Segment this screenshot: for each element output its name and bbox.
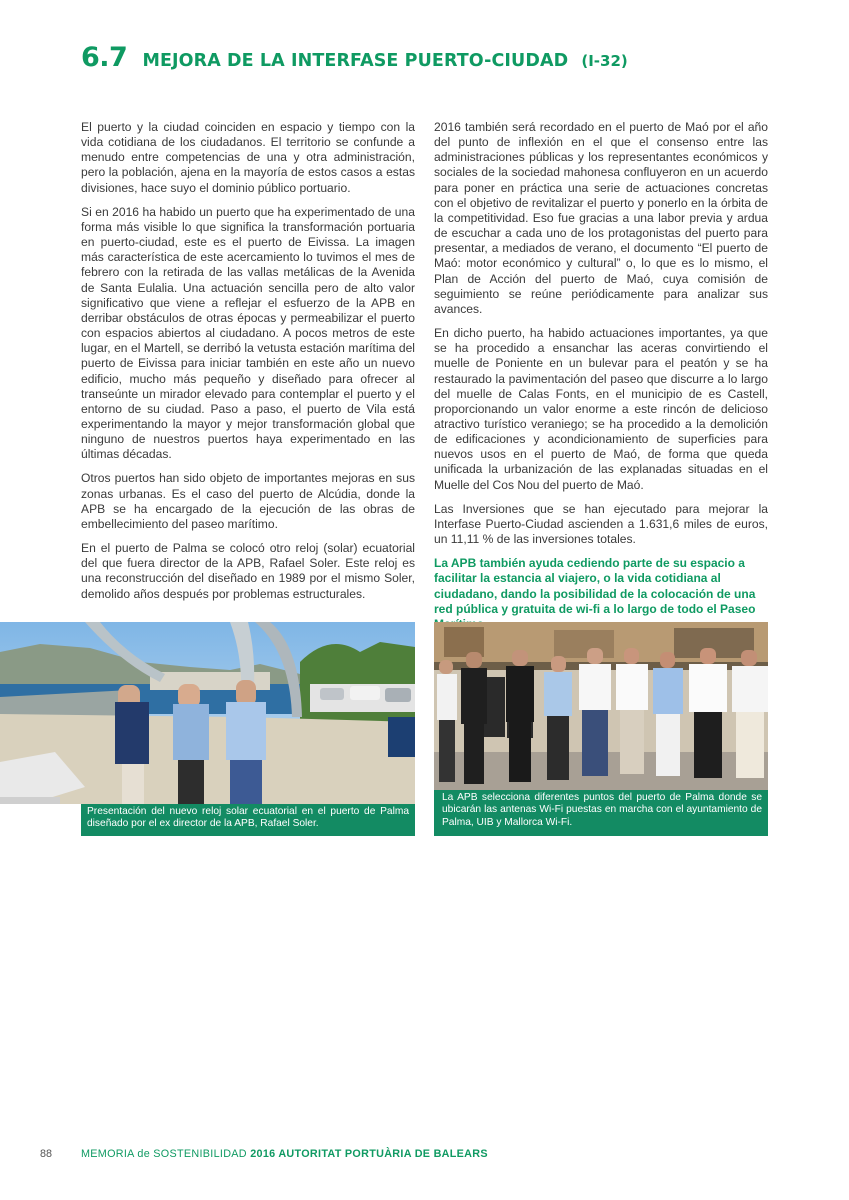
left-text-column: [81, 120, 415, 611]
document-title-prefix: MEMORIA de SOSTENIBILIDAD: [81, 1148, 247, 1160]
section-code: (I-32): [581, 52, 628, 70]
sundial-photo-illustration: [0, 622, 415, 804]
sundial-photo: [0, 622, 415, 804]
wifi-group-photo-illustration: [434, 622, 768, 790]
right-text-column: [434, 120, 768, 641]
paragraph: El puerto y la ciudad coinciden en espacio y tiempo con la vida cotidiana de los ciudadanos. El territorio se confunde a menudo entre competencias de una y otra administración, pero la población, ajena en la mayoría de estos casos a estas divisiones, hace suyo el dominio público portuario.: [81, 120, 415, 195]
document-title: [81, 1148, 488, 1160]
section-title: [81, 36, 628, 74]
paragraph: Si en 2016 ha habido un puerto que ha experimentado de una forma más visible lo que significa la transformación portuaria en puerto-ciudad, este es el puerto de Eivissa. La imagen más característica de este acercamiento lo tuvimos el mes de febrero con la retirada de las vallas metálicas de la Avenida de Santa Eulalia. Una actuación sencilla pero de alto valor significativo que viene a reflejar el esfuerzo de la APB en derribar obstáculos de otras épocas y permeabilizar el puerto con espacios abiertos al ciudadano. A pocos metros de este lugar, en el Martell, se derribó la vetusta estación marítima del puerto de Eivissa para iniciar también en este año un nuevo edificio, mucho más pequeño y diseñado para ofrecer al transeúnte un mirador elevado para contemplar el puerto y el entorno de su ciudad. Paso a paso, el puerto de Vila está experimentando la mayor y mejor transformación global que ninguno de nuestros puertos haya experimentado en las últimas décadas.: [81, 204, 415, 462]
highlight-paragraph: La APB también ayuda cediendo parte de su espacio a facilitar la estancia al viajero, o la vida cotidiana al ciudadano, dando la posibilidad de la colocación de una red pública y gratuita de wi-fi a lo largo de todo el Paseo: [434, 556, 756, 616]
wifi-group-photo: [434, 622, 768, 790]
paragraph: Las Inversiones que se han ejecutado para mejorar la Interfase Puerto-Ciudad ascienden a 1.631,6 miles de euros, un 11,11 % de las inversiones totales.: [434, 501, 768, 547]
wifi-group-photo-caption: La APB selecciona diferentes puntos del puerto de Palma donde se ubicarán las antenas Wi-Fi puestas en marcha con el ayuntamiento de Palma, UIB y Mallorca Wi-Fi.: [434, 790, 768, 836]
paragraph: En dicho puerto, ha habido actuaciones importantes, ya que se ha procedido a ensanchar las aceras convirtiendo el muelle de Poniente en un bulevar para el peatón y se ha restaurado la pavimentación del paseo que discurre a lo largo del muelle de Calas Fonts, en el municipio de es Castell, proporcionando un valor enorme a este rincón de delicioso atractivo turístico veraniego; se ha procedido a la demolición de edificaciones y acondicionamiento de superficies para nuevos usos en el puerto de Maó, de forma que queda unificada la urbanización de las explanadas situadas en el Muelle del Cos Nou del puerto de Maó.: [434, 326, 768, 492]
section-title-text: MEJORA DE LA INTERFASE PUERTO-CIUDAD: [142, 51, 569, 71]
paragraph: 2016 también será recordado en el puerto de Maó por el año del punto de inflexión en el que el consenso entre las administraciones públicas y los representantes económicos y sociales de la sociedad mahonesa confluyeron en un acuerdo para poner en práctica una serie de actuaciones concretas con el objetivo de revitalizar el puerto y ponerlo en la órbita de la competitividad. Eso fue gracias a una labor previa y ardua de escuchar a cada uno de los protagonistas del puerto para presentar, a mediados de verano, el documento “El puerto de Maó: motor económico y cultural” o, lo que es lo mismo, el Plan de Acción del puerto de Maó, cuya comisión de seguimiento se reúne periódicamente para analizar sus avances.: [434, 120, 768, 316]
page-number: 88: [40, 1148, 53, 1160]
paragraph: En el puerto de Palma se colocó otro reloj (solar) ecuatorial del que fuera director de la APB, Rafael Soler. Este reloj es una reconstrucción del diseñado en 1989 por el mismo Soler, demolido años después por problemas estructurales.: [81, 541, 415, 601]
section-number: 6.7: [81, 42, 128, 73]
document-title-bold: 2016 AUTORITAT PORTUÀRIA DE BALEARS: [250, 1148, 488, 1160]
sundial-photo-caption: Presentación del nuevo reloj solar ecuatorial en el puerto de Palma diseñado por el ex director de la APB, Rafael Soler.: [81, 804, 415, 836]
paragraph: Otros puertos han sido objeto de importantes mejoras en sus zonas urbanas. Es el caso del puerto de Alcúdia, donde la APB se ha encargado de la ejecución de las obras de embellecimiento del paseo marítimo.: [81, 471, 415, 531]
